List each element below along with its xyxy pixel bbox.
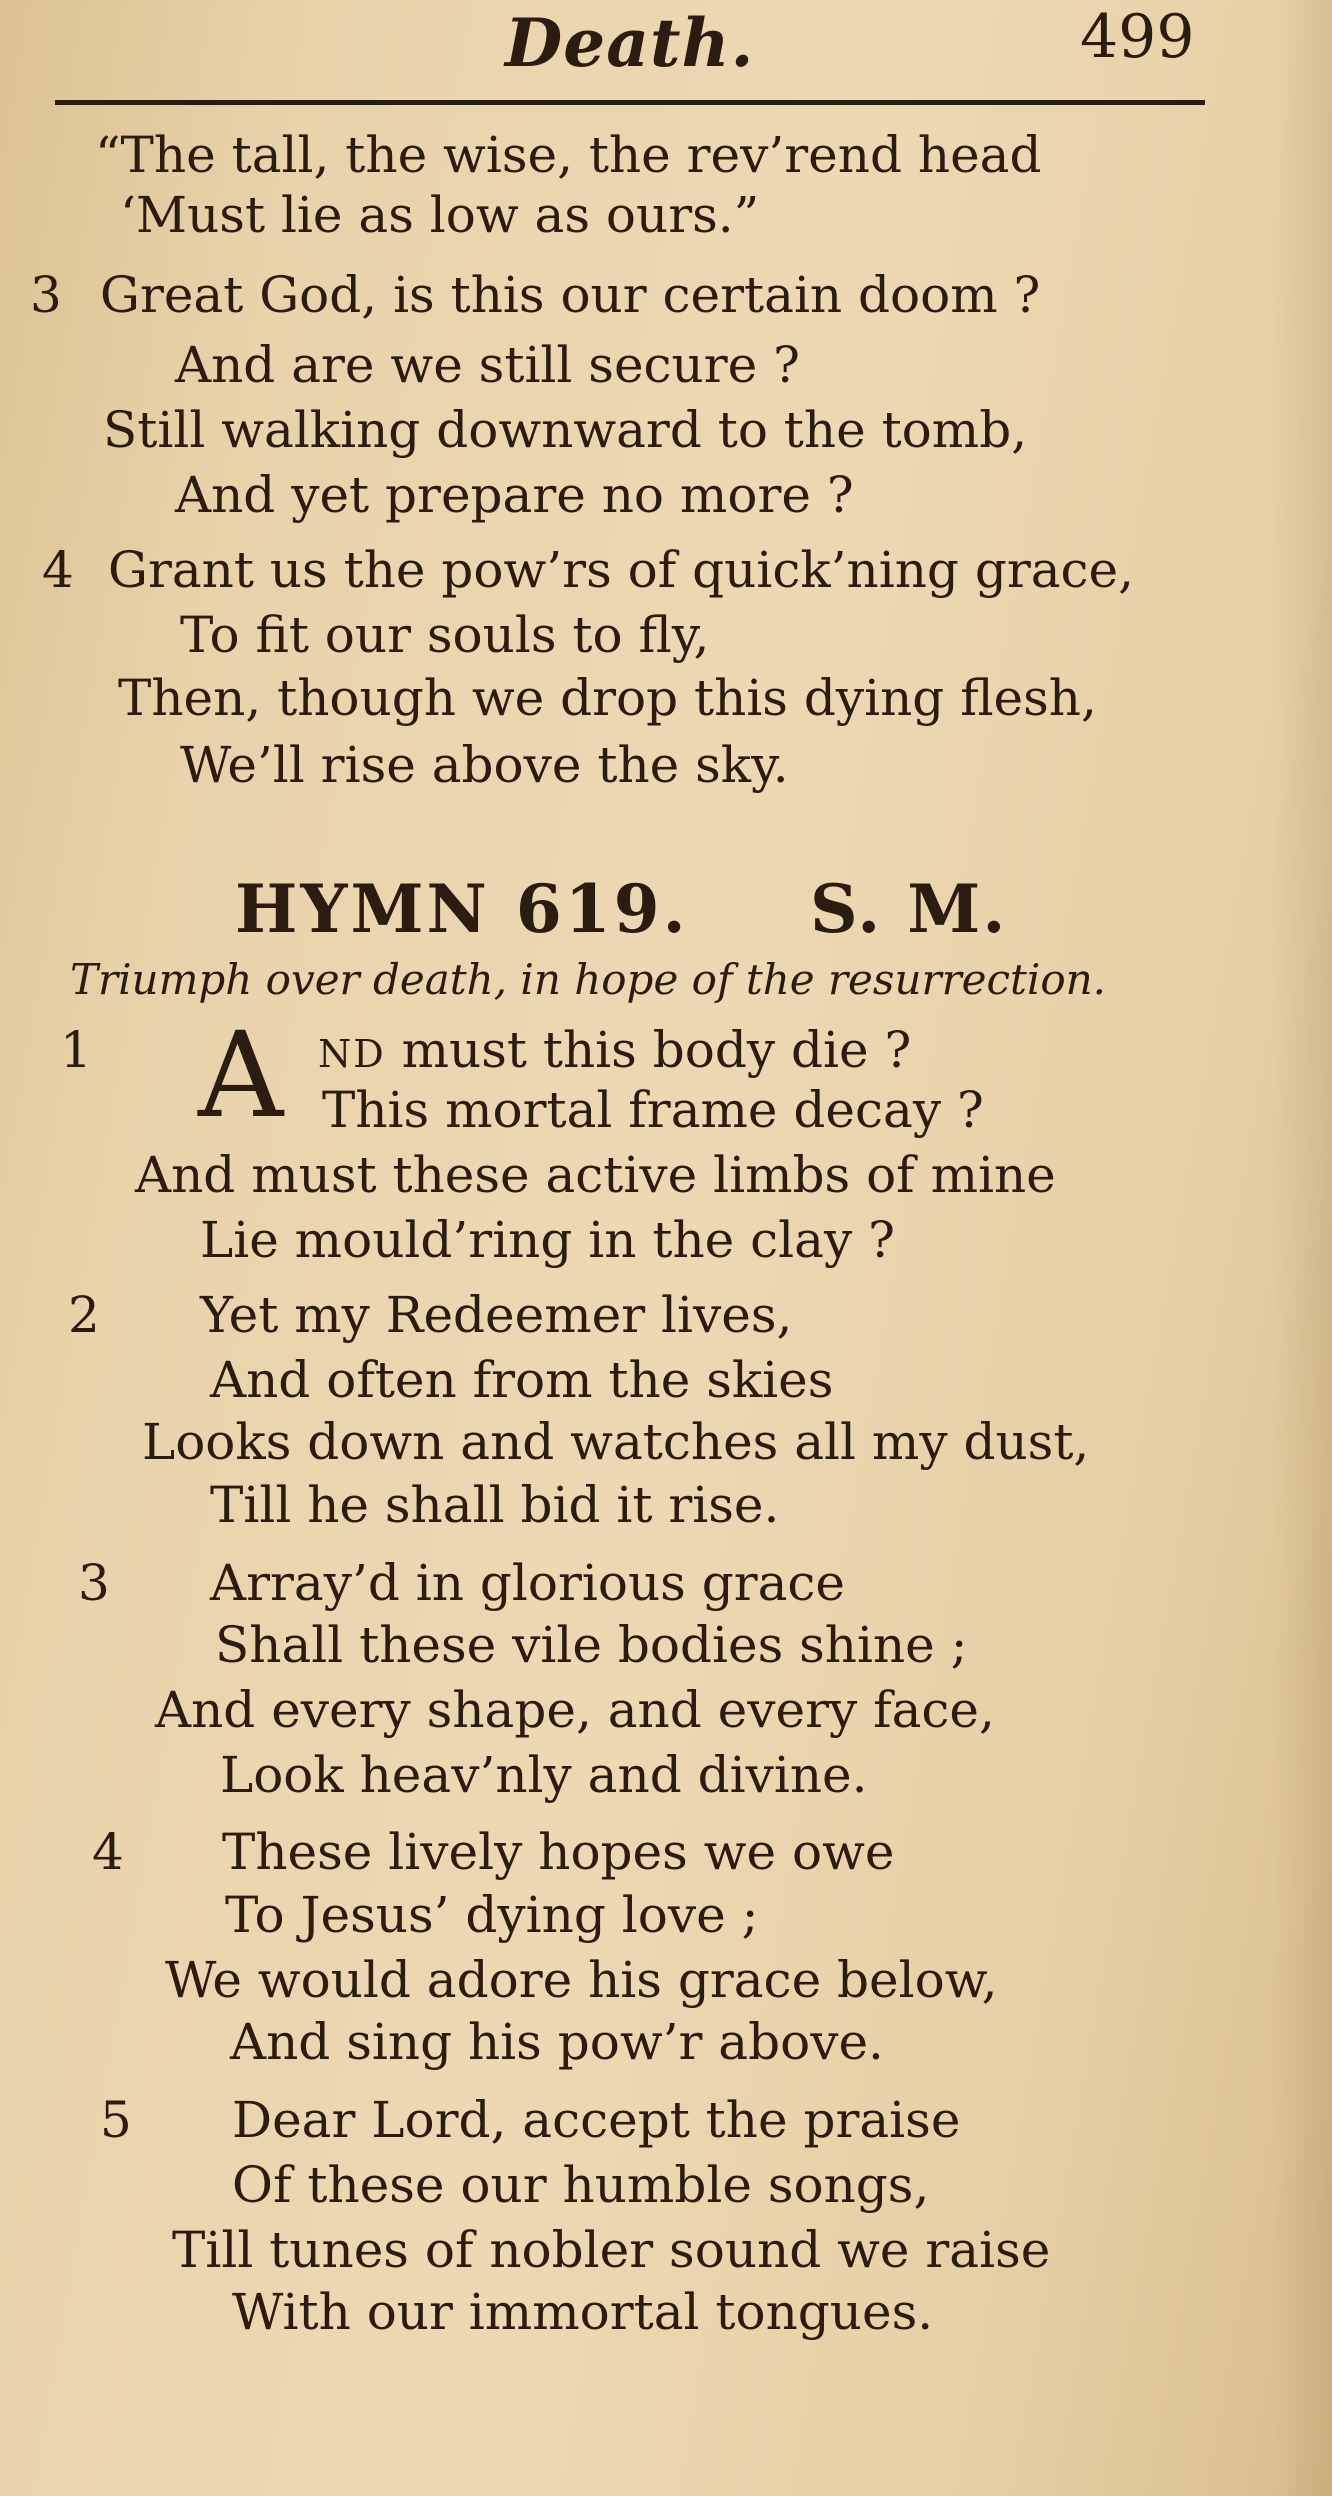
verse-line: Yet my Redeemer lives, (200, 1286, 793, 1344)
verse-line: Grant us the pow’rs of quick’ning grace, (108, 541, 1135, 599)
verse-line: And every shape, and every face, (155, 1681, 995, 1739)
first-word-smallcaps: ND (318, 1032, 386, 1076)
verse-number: 4 (92, 1823, 124, 1881)
verse-line: And must these active limbs of mine (135, 1146, 1056, 1204)
verse-number: 3 (78, 1554, 110, 1612)
verse-line: Dear Lord, accept the praise (232, 2091, 961, 2149)
verse-line: Shall these vile bodies shine ; (215, 1616, 968, 1674)
page-edge-shade (1272, 0, 1332, 2496)
verse-number: 4 (42, 541, 74, 599)
verse-line: And sing his pow’r above. (230, 2013, 884, 2071)
verse-line (318, 1020, 911, 1084)
drop-cap: A (198, 1006, 284, 1144)
verse-number: 1 (60, 1021, 92, 1079)
verse-line: These lively hopes we owe (222, 1823, 895, 1881)
verse-number: 2 (68, 1286, 100, 1344)
verse-line: Lie mould’ring in the clay ? (200, 1211, 895, 1269)
hymn-title: HYMN 619. (235, 870, 689, 948)
verse-line: “The tall, the wise, the rev’rend head (95, 126, 1042, 184)
verse-line: This mortal frame decay ? (322, 1081, 984, 1139)
verse-line: Looks down and watches all my dust, (142, 1413, 1090, 1471)
verse-number: 5 (100, 2091, 132, 2149)
verse-line: To Jesus’ dying love ; (225, 1886, 759, 1944)
verse-line: Still walking downward to the tomb, (103, 401, 1028, 459)
verse-line: We would adore his grace below, (165, 1951, 998, 2009)
header-rule (55, 100, 1205, 105)
verse-line: Great God, is this our certain doom ? (100, 266, 1041, 324)
verse-line: Array’d in glorious grace (210, 1554, 846, 1612)
hymn-subtitle: Triumph over death, in hope of the resurrection. (70, 955, 1107, 1004)
verse-line: Then, though we drop this dying flesh, (118, 669, 1097, 727)
hymn-meter: S. M. (810, 870, 1008, 948)
verse-line-text: must this body die ? (401, 1021, 912, 1079)
verse-line: With our immortal tongues. (232, 2283, 934, 2341)
verse-line: Of these our humble songs, (232, 2156, 930, 2214)
verse-line: We’ll rise above the sky. (180, 736, 789, 794)
verse-line: To fit our souls to fly, (180, 606, 710, 664)
page-number: 499 (1080, 2, 1195, 72)
verse-line: Look heav’nly and divine. (220, 1746, 868, 1804)
verse-number: 3 (30, 266, 62, 324)
verse-line: And often from the skies (210, 1351, 834, 1409)
verse-line: ‘Must lie as low as ours.” (120, 186, 760, 244)
verse-line: And yet prepare no more ? (175, 466, 854, 524)
verse-line: Till tunes of nobler sound we raise (172, 2221, 1051, 2279)
verse-line: And are we still secure ? (175, 336, 800, 394)
verse-line: Till he shall bid it rise. (210, 1476, 780, 1534)
running-header-title: Death. (505, 4, 755, 82)
